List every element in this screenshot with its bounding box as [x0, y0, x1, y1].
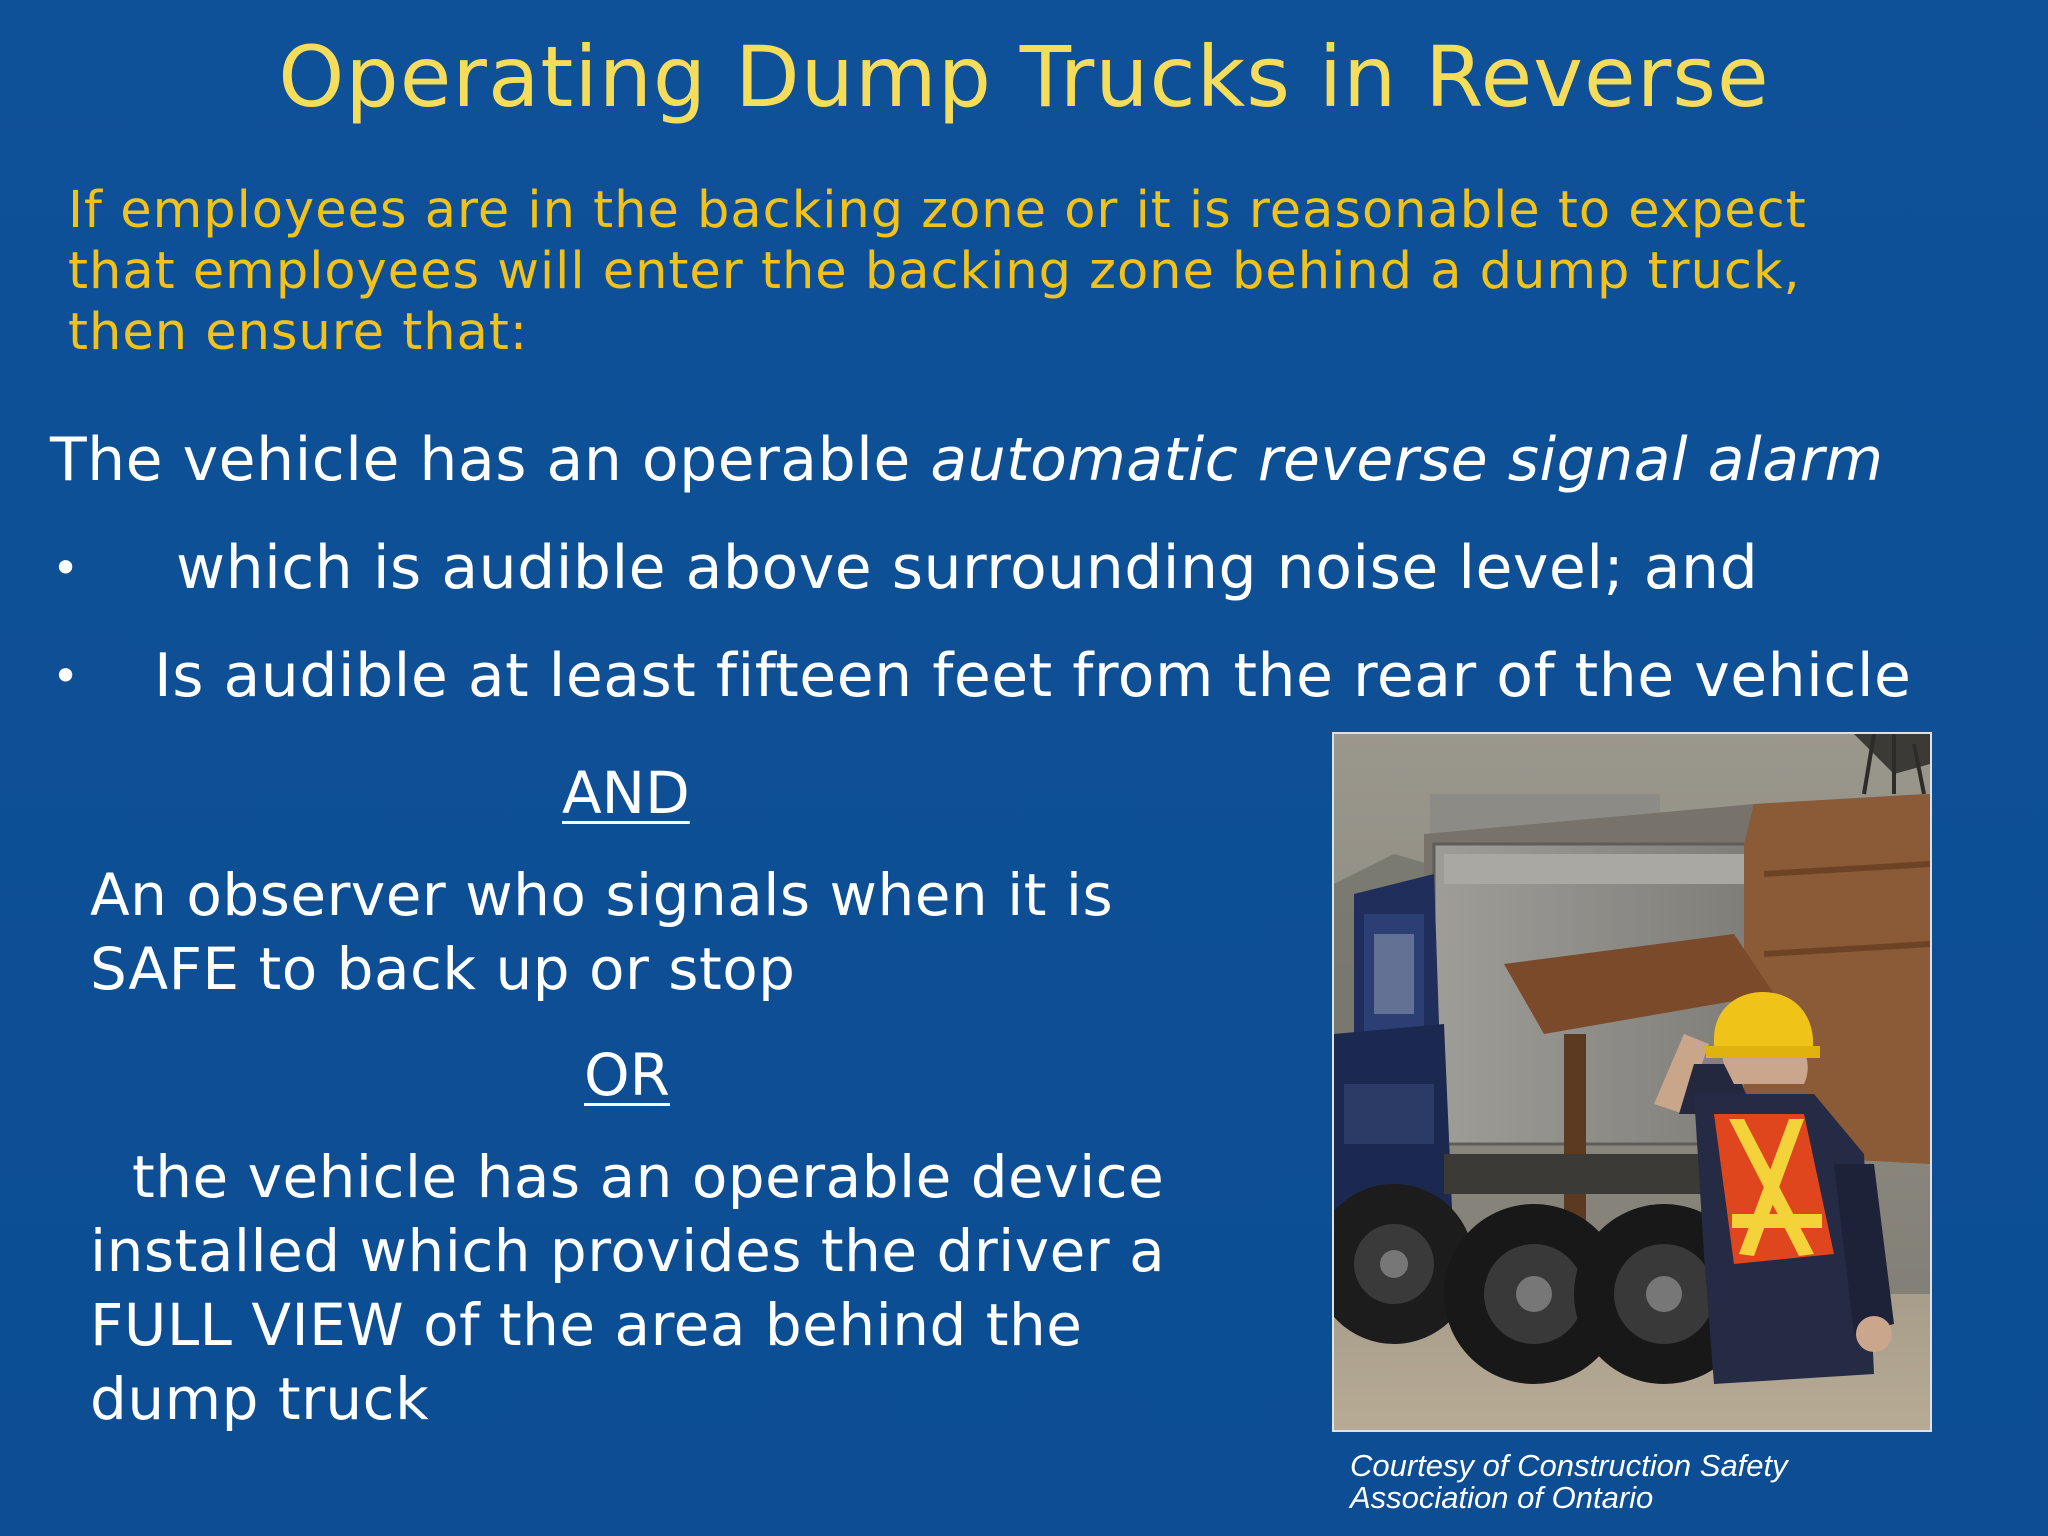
bullet-item: which is audible above surrounding noise level; and: [176, 533, 1759, 603]
observer-line: An observer who signals when it is: [90, 861, 1114, 929]
device-line: the vehicle has an operable device: [132, 1143, 1165, 1211]
dump-truck-photo: [1332, 732, 1932, 1432]
or-label: OR: [584, 1041, 670, 1109]
bullet-marker: •: [52, 649, 80, 703]
slide-title: Operating Dump Trucks in Reverse: [278, 28, 1770, 126]
and-label: AND: [562, 759, 690, 827]
bullet-marker: •: [52, 541, 80, 595]
intro-line: If employees are in the backing zone or it is reasonable to expect: [68, 181, 1807, 240]
device-line: FULL VIEW of the area behind the: [90, 1291, 1083, 1359]
intro-text: [68, 180, 2008, 363]
intro-line: that employees will enter the backing zone behind a dump truck,: [68, 242, 1801, 301]
observer-text: [90, 858, 1113, 1006]
device-text: [90, 1140, 1165, 1436]
device-line: installed which provides the driver a: [90, 1217, 1166, 1285]
photo-caption: [1350, 1450, 1788, 1514]
device-line: dump truck: [90, 1365, 430, 1433]
bullet-item: Is audible at least fifteen feet from the rear of the vehicle: [154, 641, 1912, 711]
requirement-line: [50, 424, 1884, 496]
intro-line: then ensure that:: [68, 303, 529, 362]
requirement-emphasis: automatic reverse signal alarm: [930, 425, 1884, 495]
caption-line: Association of Ontario: [1350, 1480, 1654, 1515]
dump-truck-illustration: [1334, 734, 1930, 1430]
observer-line: SAFE to back up or stop: [90, 935, 796, 1003]
requirement-prefix: The vehicle has an operable: [50, 425, 931, 495]
caption-line: Courtesy of Construction Safety: [1350, 1448, 1788, 1483]
